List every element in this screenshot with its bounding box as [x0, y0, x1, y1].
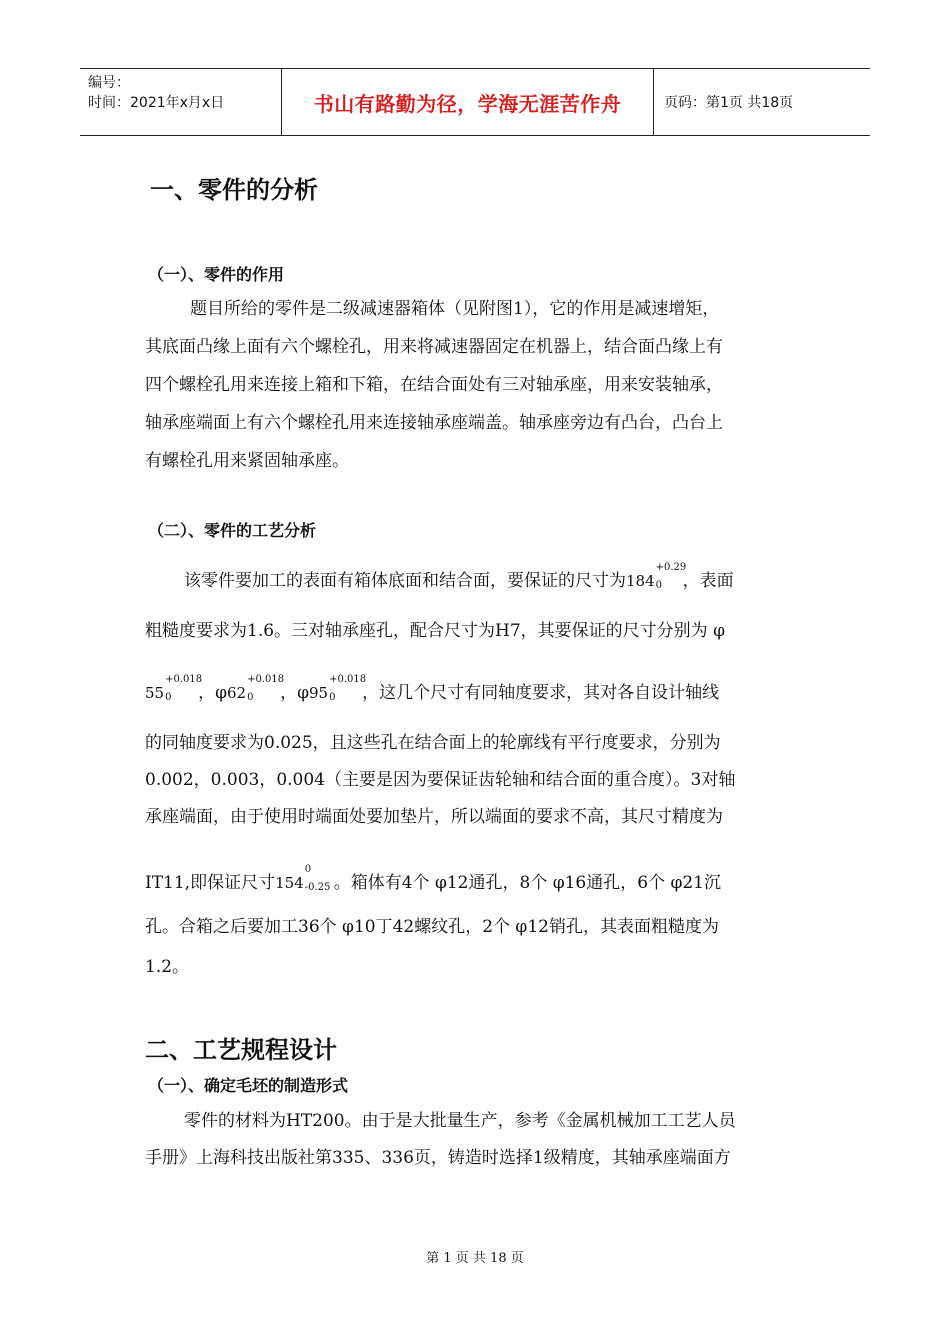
dim-lower: 0 [329, 692, 336, 703]
dim-base: 95 [309, 684, 329, 702]
line-text: 该零件要加工的表面有箱体底面和结合面，要保证的尺寸为 [184, 571, 626, 591]
paragraph-line: 粗糙度要求为1.6。三对轴承座孔，配合尺寸为H7，其要保证的尺寸分别为 φ [145, 621, 725, 641]
paragraph-line: 零件的材料为HT200。由于是大批量生产，参考《金属机械加工工艺人员 [184, 1111, 736, 1131]
paragraph-line: 轴承座端面上有六个螺栓孔用来连接轴承座端盖。轴承座旁边有凸台，凸台上 [145, 413, 723, 433]
paragraph-line: 0.002，0.003，0.004（主要是因为要保证齿轮轴和结合面的重合度）。3对轴 [145, 770, 736, 790]
paragraph-line [184, 562, 734, 591]
paragraph-line: 的同轴度要求为0.025，且这些孔在结合面上的轮廓线有平行度要求，分别为 [145, 733, 721, 753]
paragraph-line: 手册》上海科技出版社第335、336页，铸造时选择1级精度，其轴承座端面方 [145, 1148, 731, 1168]
paragraph-line: 四个螺栓孔用来连接上箱和下箱，在结合面处有三对轴承座，用来安装轴承， [145, 375, 723, 395]
section2-sub1-title: （一）、确定毛坯的制造形式 [148, 1076, 349, 1095]
dimension-95 [309, 674, 367, 703]
line-text: ，这几个尺寸有同轴度要求，其对各自设计轴线 [362, 683, 720, 703]
dim-base: 62 [227, 684, 247, 702]
header-motto-cell [282, 69, 654, 135]
dim-base: 55 [145, 684, 165, 702]
dim-base: 154 [275, 874, 304, 892]
dim-lower: 0 [655, 580, 663, 591]
dimension-184 [626, 562, 687, 591]
header-motto: 书山有路勤为径，学海无涯苦作舟 [313, 91, 622, 116]
line-text: ，φ [280, 683, 309, 703]
dim-upper: +0.018 [247, 674, 285, 685]
paragraph-line [145, 674, 720, 703]
dim-upper: +0.018 [165, 674, 203, 685]
paragraph-line: 其底面凸缘上面有六个螺栓孔，用来将减速器固定在机器上，结合面凸缘上有 [145, 337, 723, 357]
dim-lower: 0 [165, 692, 172, 703]
paragraph-line: 1.2。 [145, 957, 190, 977]
paragraph-line: 承座端面，由于使用时端面处要加垫片，所以端面的要求不高，其尺寸精度为 [145, 807, 723, 827]
section2-title: 二、工艺规程设计 [145, 1036, 337, 1064]
dim-upper: +0.29 [655, 562, 687, 573]
header-meta [80, 69, 282, 135]
time-label: 时间：2021年x月x日 [88, 95, 225, 111]
page-footer: 第 1 页 共 18 页 [426, 1251, 524, 1266]
dim-base: 184 [626, 572, 655, 590]
dim-lower: 0 [247, 692, 254, 703]
dim-upper: 0 [304, 864, 312, 875]
line-text: 。箱体有4个 φ12通孔，8个 φ16通孔，6个 φ21沉 [333, 873, 721, 893]
dimension-55 [145, 674, 203, 703]
page-header [80, 68, 870, 136]
dim-upper: +0.018 [329, 674, 367, 685]
paragraph-line: 孔。合箱之后要加工36个 φ10丁42螺纹孔，2个 φ12销孔，其表面粗糙度为 [145, 917, 719, 937]
paragraph-line [145, 864, 721, 893]
section1-title: 一、零件的分析 [150, 176, 318, 204]
line-text: IT11,即保证尺寸 [145, 873, 276, 893]
number-label: 编号： [88, 75, 130, 91]
dim-lower: -0.25 [304, 882, 331, 893]
section1-sub1-title: （一）、零件的作用 [148, 265, 285, 284]
section1-sub2-title: （二）、零件的工艺分析 [148, 521, 317, 540]
header-page-cell [654, 69, 870, 135]
line-text: ，φ [198, 683, 227, 703]
dimension-154 [275, 864, 331, 893]
paragraph-line: 题目所给的零件是二级减速器箱体（见附图1），它的作用是减速增矩， [190, 299, 720, 319]
dimension-62 [227, 674, 285, 703]
line-text: ，表面 [682, 571, 734, 591]
paragraph-line: 有螺栓孔用来紧固轴承座。 [145, 451, 349, 471]
header-page-label: 页码：第1页 共18页 [664, 95, 794, 111]
